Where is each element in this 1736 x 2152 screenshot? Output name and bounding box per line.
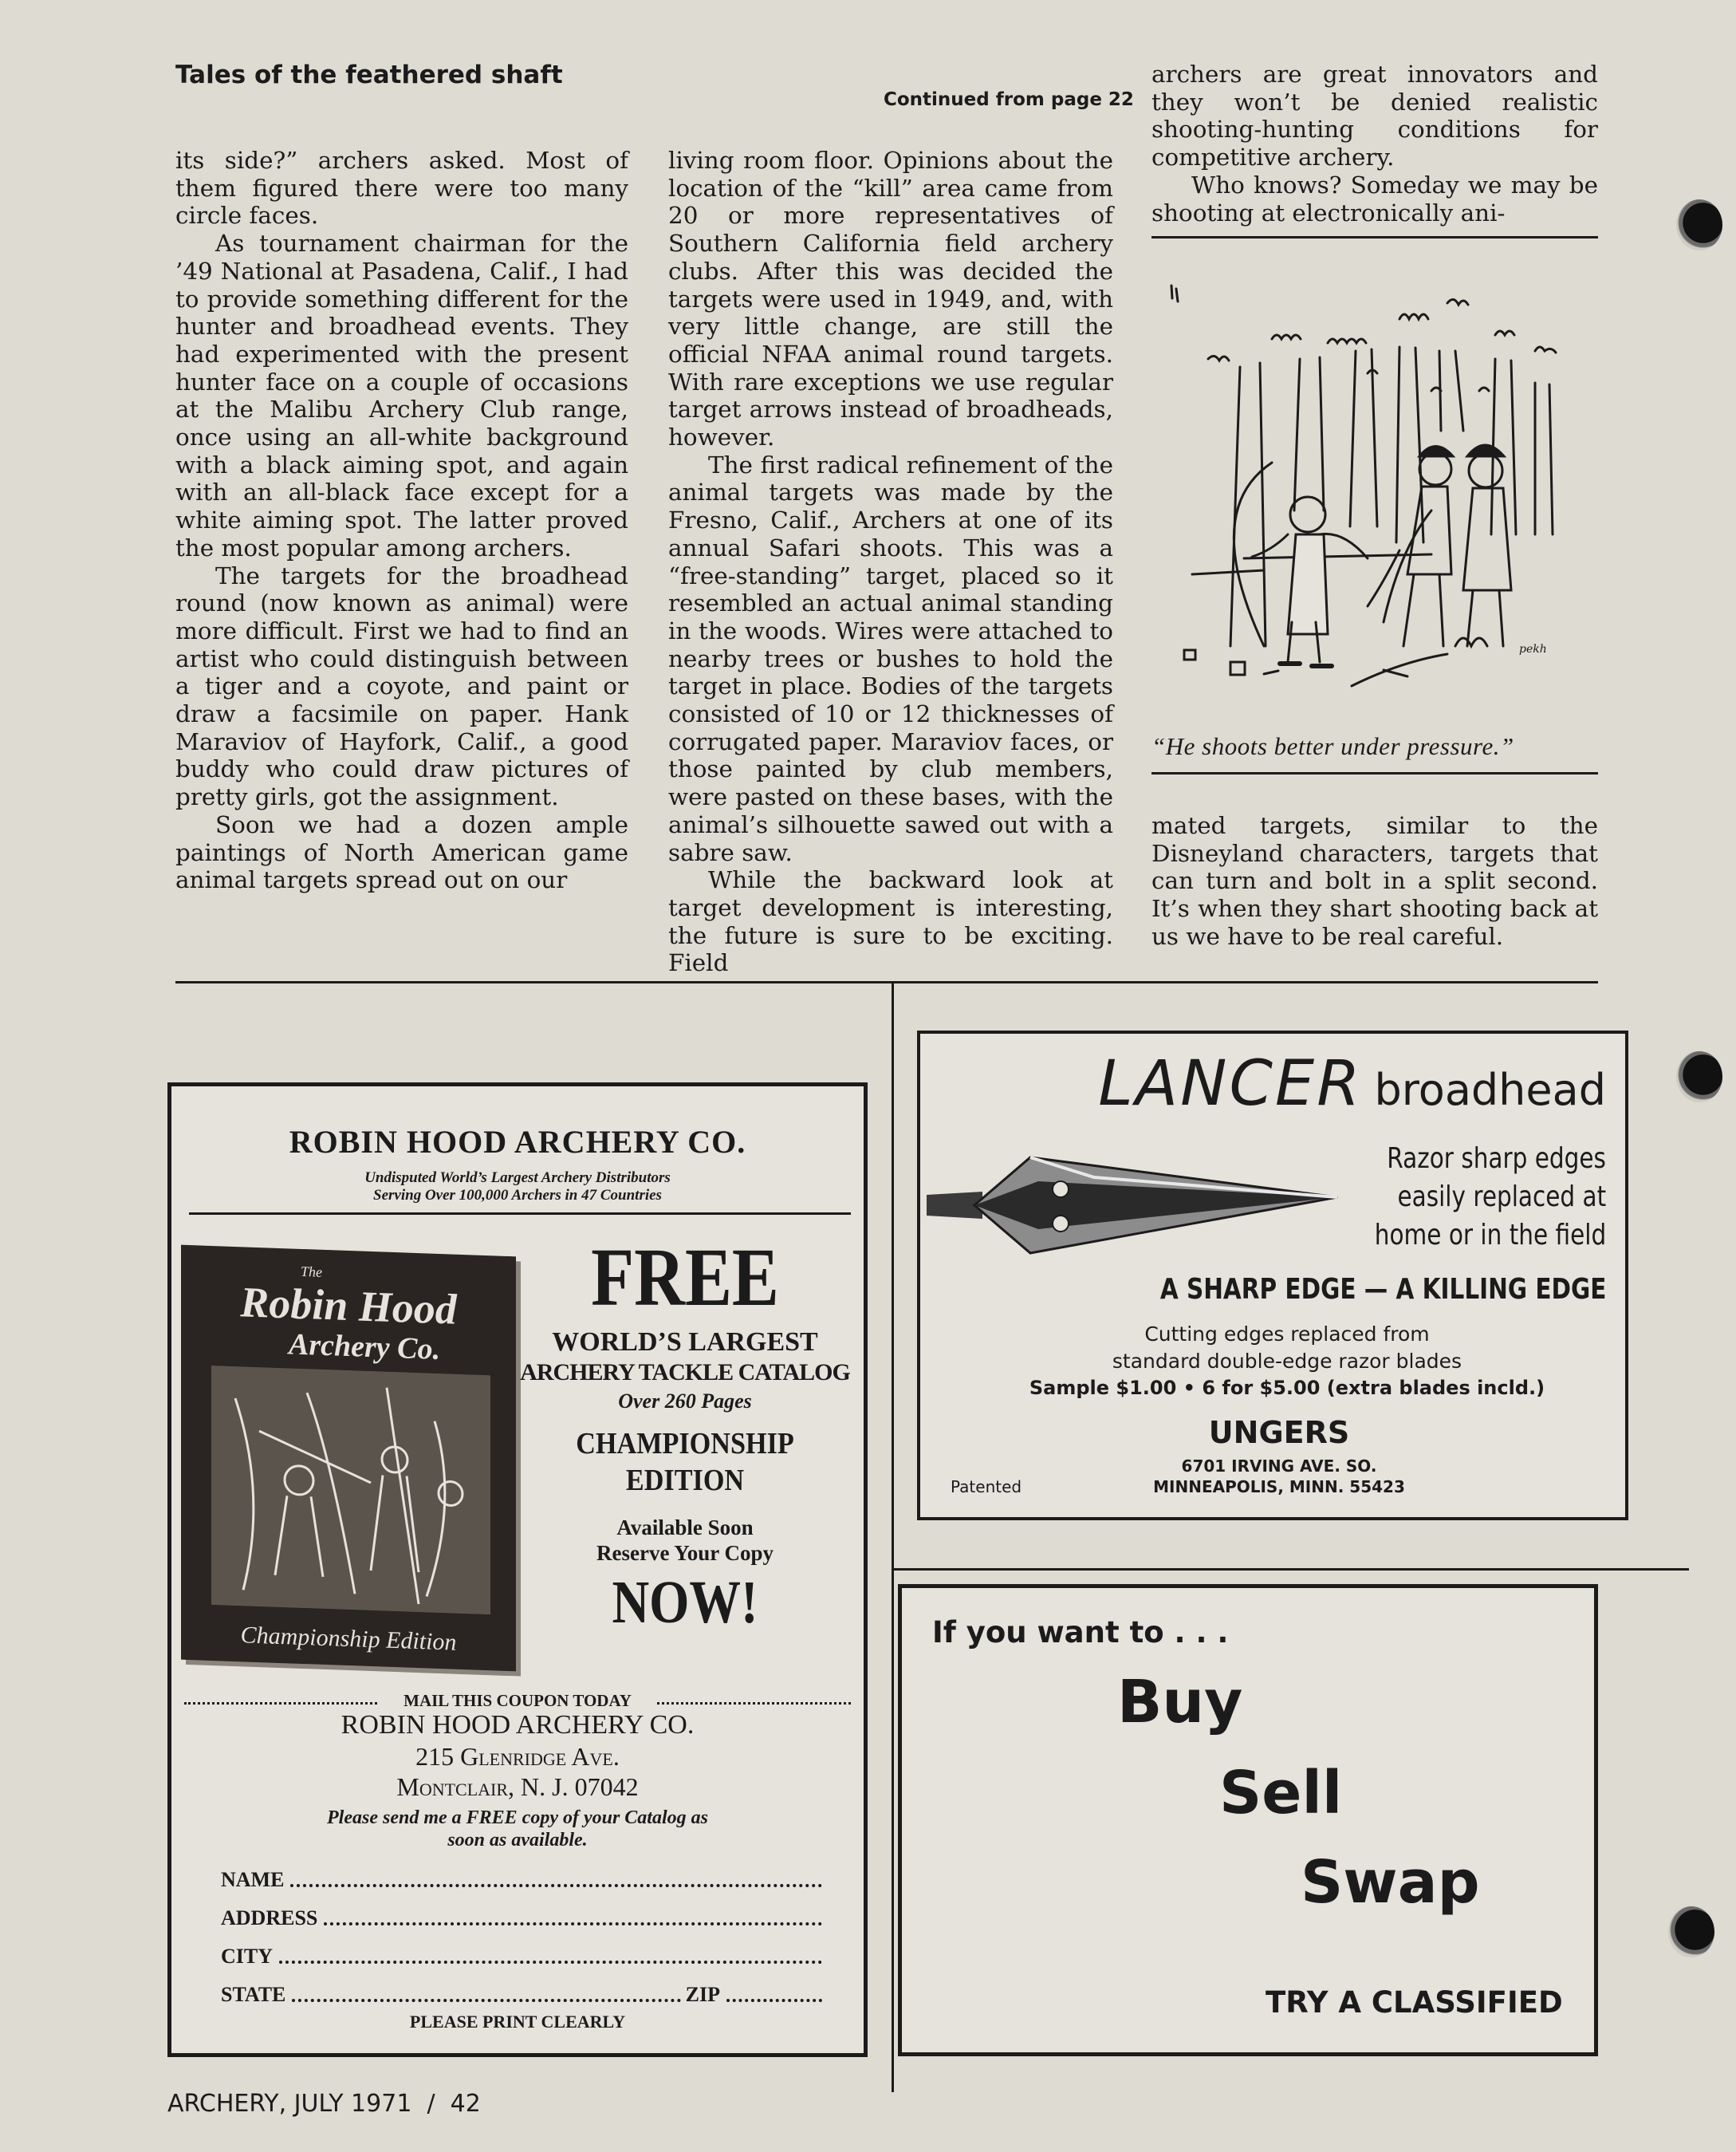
- field-label-city: CITY: [221, 1945, 274, 1968]
- catalog-cover-title: Robin Hood: [240, 1278, 457, 1334]
- field-label-zip: ZIP: [685, 1983, 720, 2006]
- lancer-slogan: A SHARP EDGE — A KILLING EDGE: [1159, 1273, 1606, 1306]
- ad-header-rule: [189, 1212, 851, 1215]
- lancer-ad: [917, 1031, 1628, 1520]
- ad-now: NOW!: [612, 1569, 758, 1636]
- lancer-brand-name: LANCER: [1098, 1048, 1363, 1120]
- coupon-address-2: Montclair, N. J. 07042: [396, 1772, 639, 1801]
- paragraph: Soon we had a dozen ample paintings of North American game animal targets spread out on our: [175, 810, 628, 894]
- classified-intro: If you want to . . .: [932, 1615, 1229, 1649]
- field-label-state: STATE: [221, 1983, 286, 2006]
- catalog-cover-footer: Championship Edition: [240, 1622, 457, 1656]
- page-folio: ARCHERY, JULY 1971 / 42: [167, 2090, 481, 2118]
- lancer-desc-2: easily replaced at: [1397, 1180, 1606, 1213]
- coupon-city-row: [221, 1945, 827, 1969]
- lancer-company: UNGERS: [1208, 1415, 1350, 1450]
- article-bottom-rule: [175, 981, 1598, 983]
- lancer-address-2: MINNEAPOLIS, MINN. 55423: [1153, 1477, 1405, 1496]
- city-field[interactable]: [279, 1960, 822, 1964]
- ad-free-headline: FREE: [591, 1232, 779, 1323]
- paragraph: The first radical refinement of the animal targets was made by the Fresno, Calif., Archers at one of its annual Safari shoots. This was a “free-standing” target, placed so it resembled an actual animal standing in the woods. Wires were attached to nearby trees or bushes to hold the target in place. Bodies of the targets consisted of 10 or 12 thicknesses of corrugated paper. Maraviov faces, or those painted by club members, were pasted on these bases, with the animal’s silhouette sawed out with a sabre saw.: [668, 451, 1113, 866]
- coupon-address-1: 215 Glenridge Ave.: [415, 1742, 620, 1771]
- robin-hood-ad: [167, 1082, 868, 2057]
- classified-swap: Swap: [1301, 1848, 1480, 1917]
- classified-buy: Buy: [1117, 1668, 1243, 1736]
- field-label-name: NAME: [221, 1868, 285, 1891]
- continued-note: Continued from page 22: [884, 89, 1134, 110]
- ad-row-divider: [892, 1568, 1689, 1571]
- classified-sell: Sell: [1219, 1759, 1343, 1827]
- classified-cta: TRY A CLASSIFIED: [1266, 1985, 1563, 2020]
- paragraph: its side?” archers asked. Most of them figured there were too many circle faces.: [175, 147, 628, 230]
- ad-championship: CHAMPIONSHIP: [576, 1427, 794, 1460]
- lancer-patented: Patented: [951, 1477, 1022, 1496]
- cartoon-caption: “He shoots better under pressure.”: [1151, 732, 1514, 760]
- coupon-company: ROBIN HOOD ARCHERY CO.: [341, 1710, 695, 1740]
- cartoon-illustration: [1160, 271, 1591, 706]
- article-column-3-bottom: [1151, 812, 1598, 951]
- ad-column-divider: [892, 983, 894, 2092]
- paragraph: The targets for the broadhead round (now known as animal) were more difficult. First we had to find an artist who could distinguish between a tiger and a coyote, and paint or draw a facsimile on paper. Hank Maraviov of Hayfork, Calif., a good buddy who could draw pictures of pretty girls, got the assignment.: [175, 562, 628, 811]
- field-label-address: ADDRESS: [221, 1906, 318, 1929]
- ad-catalog-desc: ARCHERY TACKLE CATALOG: [520, 1359, 850, 1385]
- coupon-address-row: [221, 1906, 827, 1930]
- ad-tagline: Serving Over 100,000 Archers in 47 Countries: [373, 1187, 662, 1204]
- binder-hole-middle: [1676, 1051, 1722, 1102]
- ad-company-name: ROBIN HOOD ARCHERY CO.: [289, 1124, 746, 1160]
- binder-hole-top: [1676, 199, 1722, 250]
- article-column-2: [668, 147, 1113, 977]
- address-field[interactable]: [324, 1921, 822, 1925]
- paragraph: While the backward look at target development is interesting, the future is sure to be exciting. Field: [668, 866, 1113, 977]
- print-clearly: PLEASE PRINT CLEARLY: [409, 2012, 626, 2032]
- article-column-3-top: [1151, 61, 1598, 227]
- catalog-cover-small: The: [301, 1263, 322, 1280]
- zip-field[interactable]: [726, 1998, 822, 2002]
- cartoon-signature: pekh: [1519, 643, 1547, 656]
- binder-hole-bottom: [1668, 1906, 1714, 1957]
- paragraph: living room floor. Opinions about the location of the “kill” area came from 20 or more representatives of Southern California field archery clubs. After this was decided the targets were used in 1949, and, with very little change, are still the official NFAA animal round targets. With rare exceptions we use regular target arrows instead of broadheads, however.: [668, 147, 1113, 451]
- ad-reserve: Reserve Your Copy: [596, 1541, 774, 1565]
- broadhead-image: [927, 1121, 1373, 1289]
- lancer-desc-3: home or in the field: [1374, 1219, 1606, 1251]
- paragraph: mated targets, similar to the Disneyland characters, targets that can turn and bolt in a split second. It’s when they shart shooting back at us we have to be real careful.: [1151, 812, 1598, 950]
- coupon-request: Please send me a FREE copy of your Catalog as: [327, 1807, 708, 1828]
- name-field[interactable]: [290, 1883, 822, 1887]
- ad-worlds-largest: WORLD’S LARGEST: [552, 1327, 818, 1357]
- paragraph: archers are great innovators and they won’t be denied realistic shooting-hunting conditions for competitive archery.: [1151, 61, 1598, 171]
- ad-available: Available Soon: [616, 1515, 754, 1539]
- paragraph: Who knows? Someday we may be shooting at electronically ani-: [1151, 171, 1598, 227]
- lancer-desc-1: Razor sharp edges: [1387, 1142, 1606, 1175]
- paragraph: As tournament chairman for the ’49 National at Pasadena, Calif., I had to provide something different for the hunter and broadhead events. They had experimented with the present hunter face on a couple of occasions at the Malibu Archery Club range, once using an all-white background with a black aiming spot, and again with an all-black face except for a white aiming spot. The latter proved the most popular among archers.: [175, 230, 628, 562]
- catalog-cover-image: [181, 1245, 516, 1672]
- ad-pages: Over 260 Pages: [618, 1389, 752, 1413]
- lancer-brand: [1098, 1048, 1606, 1120]
- section-title: Tales of the feathered shaft: [175, 61, 563, 89]
- coupon-header-text: MAIL THIS COUPON TODAY: [403, 1691, 632, 1710]
- coupon-request: soon as available.: [447, 1830, 588, 1850]
- ad-tagline: Undisputed World’s Largest Archery Distributors: [364, 1169, 671, 1186]
- coupon-name-row: [221, 1868, 827, 1892]
- cartoon-top-rule: [1151, 236, 1598, 238]
- catalog-cover-title: Archery Co.: [289, 1327, 440, 1367]
- classified-ad: [898, 1584, 1598, 2056]
- state-field[interactable]: [292, 1998, 680, 2002]
- catalog-cover-art: [211, 1366, 490, 1614]
- coupon-header: [379, 1691, 656, 1711]
- cartoon-bottom-rule: [1151, 772, 1598, 774]
- lancer-address-1: 6701 IRVING AVE. SO.: [1181, 1456, 1377, 1476]
- lancer-line-1: Cutting edges replaced from: [1144, 1322, 1430, 1346]
- ad-edition: EDITION: [625, 1464, 745, 1497]
- coupon-state-row: [221, 1983, 827, 2007]
- lancer-product: broadhead: [1374, 1065, 1606, 1115]
- lancer-price: Sample $1.00 • 6 for $5.00 (extra blades incld.): [1029, 1377, 1545, 1399]
- article-column-1: [175, 147, 628, 894]
- lancer-line-2: standard double-edge razor blades: [1112, 1350, 1462, 1373]
